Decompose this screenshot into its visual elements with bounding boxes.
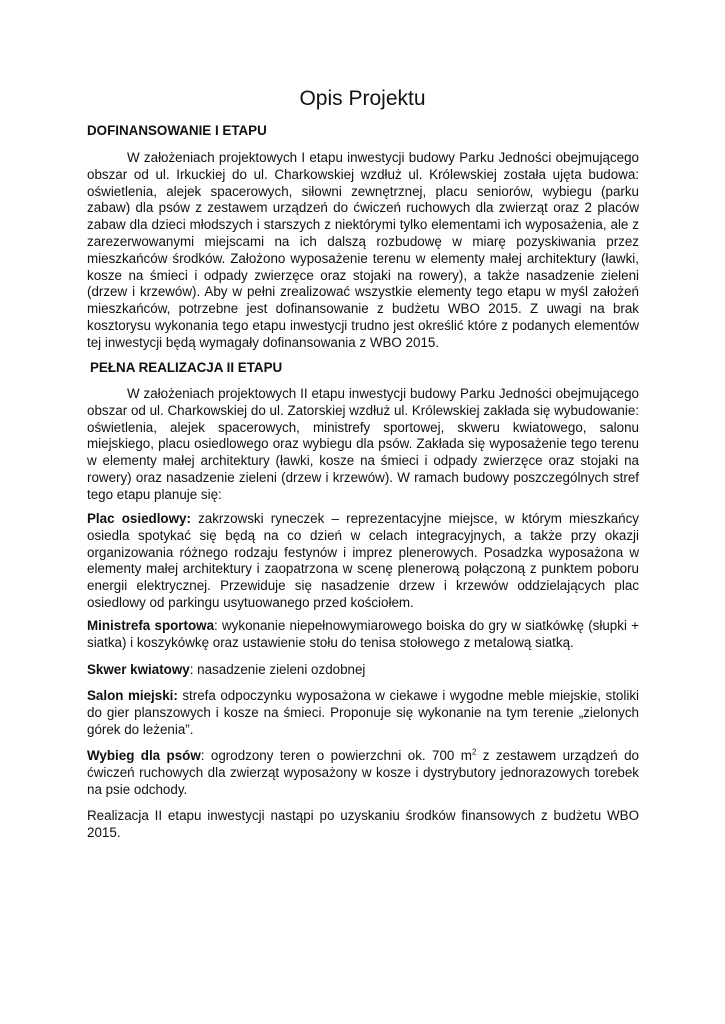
page-title: Opis Projektu <box>299 87 426 110</box>
closing-paragraph: Realizacja II etapu inwestycji nastąpi po uzyskaniu środków finansowych z budżetu WBO 2015. <box>87 808 639 840</box>
section-1-paragraph: W założeniach projektowych I etapu inwestycji budowy Parku Jedności obejmującego obszar od ul. Irkuckiej do ul. Charkowskiej wzdłuż ul. Królewskiej została ujęta budowa: oświetlenia, alejek spacerowych, siłowni zewnętrznej, placu seniorów, wybiegu (parku zabaw) dla psów z zestawem urządzeń do ćwiczeń ruchowych dla zwierząt oraz 2 placów zabaw dla dzieci młodszych i starszych z niektórymi tylko elementami ich wyposażenia, ale z zarezerwowanymi miejscami na ich dalszą rozbudowę w miarę pozyskiwania przez mieszkańców środków. Założono wyposażenie terenu w elementy małej architektury (ławki, kosze na śmieci i odpady zwierzęce oraz stojaki na rowery), a także nasadzenie zieleni (drzew i krzewów). Aby w pełni zrealizować wszystkie elementy tego etapu w myśl założeń mieszkańców, potrzebne jest dofinansowanie z budżetu WBO 2015. Z uwagi na brak kosztorysu wykonania tego etapu inwestycji trudno jest określić które z podanych elementów tej inwestycji będą wymagały dofinansowania z WBO 2015. <box>87 150 639 350</box>
plac-osiedlowy-text: zakrzowski ryneczek – reprezentacyjne miejsce, w którym mieszkańcy osiedla spotykać się będą na co dzień w celach integracyjnych, a także przy okazji organizowania różnego rodzaju festynów i imprez plenerowych. Posadzka wyposażona w elementy małej architektury i zaopatrzona w scenę plenerową połączoną z punktem poboru energii elektrycznej. Przewiduje się nasadzenie drzew i krzewów oddzielających plac osiedlowy od parkingu usytuowanego przed kościołem. <box>87 511 639 610</box>
skwer-kwiatowy-label: Skwer kwiatowy <box>87 662 190 677</box>
salon-miejski-paragraph <box>87 688 639 738</box>
ministrefa-sportowa-text: : wykonanie niepełnowymiarowego boiska do gry w siatkówkę (słupki + siatka) i koszykówkę oraz ustawienie stołu do tenisa stołowego z metalową siatką. <box>87 618 639 650</box>
section-2-paragraph: W założeniach projektowych II etapu inwestycji budowy Parku Jedności obejmującego obszar od ul. Charkowskiej do ul. Zatorskiej wzdłuż ul. Królewskiej zakłada się wybudowanie: oświetlenia, alejek spacerowych, ministrefy sportowej, skweru kwiatowego, salonu miejskiego, placu osiedlowego oraz wybiegu dla psów. Zakłada się wyposażenie tego terenu w elementy małej architektury (ławki, kosze na śmieci i odpady zwierzęce oraz stojaki na rowery) oraz nasadzenie zieleni (drzew i krzewów). W ramach budowy poszczególnych stref tego etapu planuje się: <box>87 386 639 502</box>
section-2-heading: PEŁNA REALIZACJA II ETAPU <box>90 360 283 375</box>
ministrefa-sportowa-paragraph <box>87 618 639 652</box>
salon-miejski-label: Salon miejski: <box>87 688 178 703</box>
wybieg-dla-psow-text-after: z zestawem urządzeń do ćwiczeń ruchowych dla zwierząt wyposażony w kosze i dystrybutory jednorazowych torebek na psie odchody. <box>87 748 639 797</box>
wybieg-dla-psow-paragraph <box>87 748 639 798</box>
skwer-kwiatowy-paragraph <box>87 662 639 679</box>
wybieg-dla-psow-text-before: : ogrodzony teren o powierzchni ok. 700 m <box>200 748 472 763</box>
wybieg-dla-psow-label: Wybieg dla psów <box>87 748 201 763</box>
skwer-kwiatowy-text: : nasadzenie zieleni ozdobnej <box>189 662 366 677</box>
salon-miejski-text: strefa odpoczynku wyposażona w ciekawe i wygodne meble miejskie, stoliki do gier planszowych i kosze na śmieci. Proponuje się wykonanie na tym terenie „zielonych górek do leżenia”. <box>87 688 640 737</box>
wybieg-dla-psow-superscript: 2 <box>471 747 477 757</box>
section-1-heading: DOFINANSOWANIE I ETAPU <box>87 123 267 138</box>
ministrefa-sportowa-label: Ministrefa sportowa <box>87 618 215 633</box>
plac-osiedlowy-label: Plac osiedlowy: <box>87 511 191 526</box>
plac-osiedlowy-paragraph <box>87 511 639 612</box>
